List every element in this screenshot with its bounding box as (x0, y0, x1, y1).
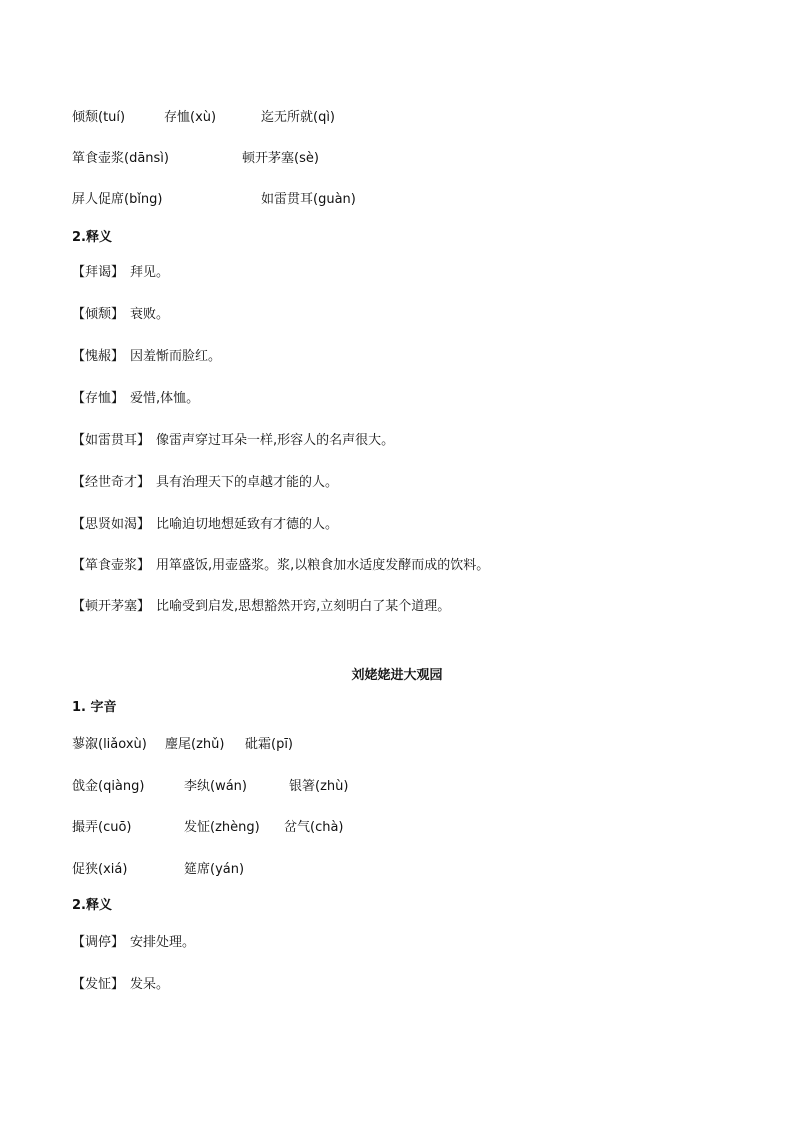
gloss-term: 【愧赧】 (72, 349, 125, 364)
gloss-term: 【存恤】 (72, 391, 125, 406)
meaning-heading: 2.释义 (72, 898, 112, 913)
gloss-entry (72, 304, 169, 326)
gloss-term: 【如雷贯耳】 (72, 433, 151, 448)
pronunciation-item: 李纨(wán) (184, 779, 247, 794)
gloss-entry (72, 388, 199, 410)
pronunciation-item: 顿开茅塞(sè) (242, 151, 319, 166)
gloss-definition: 用箪盛饭,用壶盛浆。浆,以粮食加水适度发酵而成的饮料。 (156, 558, 490, 573)
pronunciation-item: 蓼溆(liǎoxù) (72, 737, 147, 752)
gloss-term: 【箪食壶浆】 (72, 558, 151, 573)
gloss-entry (72, 596, 450, 618)
gloss-definition: 拜见。 (130, 265, 170, 280)
pronunciation-item: 岔气(chà) (284, 820, 344, 835)
pronunciation-item: 银箸(zhù) (289, 779, 349, 794)
pronunciation-item: 存恤(xù) (164, 110, 217, 125)
gloss-term: 【顿开茅塞】 (72, 599, 151, 614)
gloss-definition: 因羞惭而脸红。 (130, 349, 222, 364)
gloss-definition: 比喻迫切地想延致有才德的人。 (156, 517, 339, 532)
pronunciation-item: 砒霜(pī) (245, 737, 294, 752)
gloss-definition: 衰败。 (130, 307, 170, 322)
meaning-heading: 2.释义 (72, 230, 112, 245)
gloss-definition: 安排处理。 (130, 935, 196, 950)
gloss-term: 【思贤如渴】 (72, 517, 151, 532)
gloss-term: 【调停】 (72, 935, 125, 950)
pronunciation-item: 倾颓(tuí) (72, 110, 126, 125)
gloss-entry (72, 472, 338, 494)
gloss-entry (72, 974, 169, 996)
pronunciation-item: 撮弄(cuō) (72, 820, 132, 835)
gloss-entry (72, 430, 394, 452)
pronunciation-item: 如雷贯耳(guàn) (261, 192, 356, 207)
gloss-term: 【发怔】 (72, 977, 125, 992)
pronunciation-item: 迄无所就(qì) (261, 110, 336, 125)
pronunciation-item: 戗金(qiàng) (72, 779, 145, 794)
pronunciation-item: 箪食壶浆(dānsì) (72, 151, 169, 166)
pronunciation-item: 屏人促席(bǐng) (72, 192, 163, 207)
gloss-definition: 爱惜,体恤。 (130, 391, 200, 406)
pronunciation-item: 麈尾(zhǔ) (165, 737, 225, 752)
gloss-term: 【拜谒】 (72, 265, 125, 280)
gloss-entry (72, 262, 169, 284)
pronunciation-item: 筵席(yán) (184, 862, 245, 877)
section-title: 刘姥姥进大观园 (351, 668, 443, 683)
gloss-definition: 发呆。 (130, 977, 170, 992)
sound-heading: 1. 字音 (72, 700, 117, 715)
gloss-entry (72, 346, 221, 368)
gloss-entry (72, 514, 338, 536)
gloss-entry (72, 555, 489, 577)
pronunciation-item: 发怔(zhèng) (184, 820, 260, 835)
gloss-definition: 具有治理天下的卓越才能的人。 (156, 475, 339, 490)
gloss-definition: 比喻受到启发,思想豁然开窍,立刻明白了某个道理。 (156, 599, 451, 614)
pronunciation-item: 促狭(xiá) (72, 862, 128, 877)
gloss-entry (72, 932, 195, 954)
gloss-term: 【经世奇才】 (72, 475, 151, 490)
gloss-term: 【倾颓】 (72, 307, 125, 322)
gloss-definition: 像雷声穿过耳朵一样,形容人的名声很大。 (156, 433, 395, 448)
